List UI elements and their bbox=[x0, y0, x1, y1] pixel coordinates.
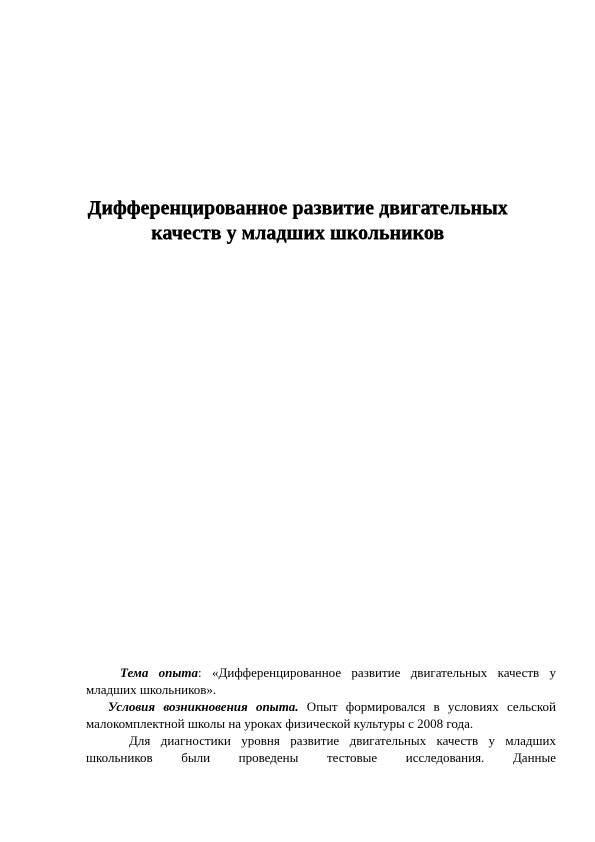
topic-text: : «Дифференцированное развитие двигательных качеств у младших школьников». bbox=[86, 665, 557, 697]
conditions-text: Опыт формировался в условиях сельской малокомплектной школы на уроках физической культуры с 2008 года. bbox=[86, 699, 556, 731]
paragraph-topic bbox=[86, 664, 556, 698]
topic-label: Тема опыта bbox=[120, 665, 199, 680]
title-line-1: Дифференцированное развитие двигательных bbox=[87, 197, 508, 219]
title-line-2: качеств у младших школьников bbox=[151, 222, 444, 244]
conditions-label: Условия возникновения опыта. bbox=[108, 699, 299, 714]
paragraph-diagnostics bbox=[86, 732, 556, 766]
document-body bbox=[86, 664, 556, 766]
diagnostics-text: Для диагностики уровня развитие двигательных качеств у младших школьников были проведены тестовые исследования. Данные bbox=[86, 733, 556, 765]
paragraph-conditions bbox=[86, 698, 556, 732]
document-title bbox=[0, 196, 595, 246]
